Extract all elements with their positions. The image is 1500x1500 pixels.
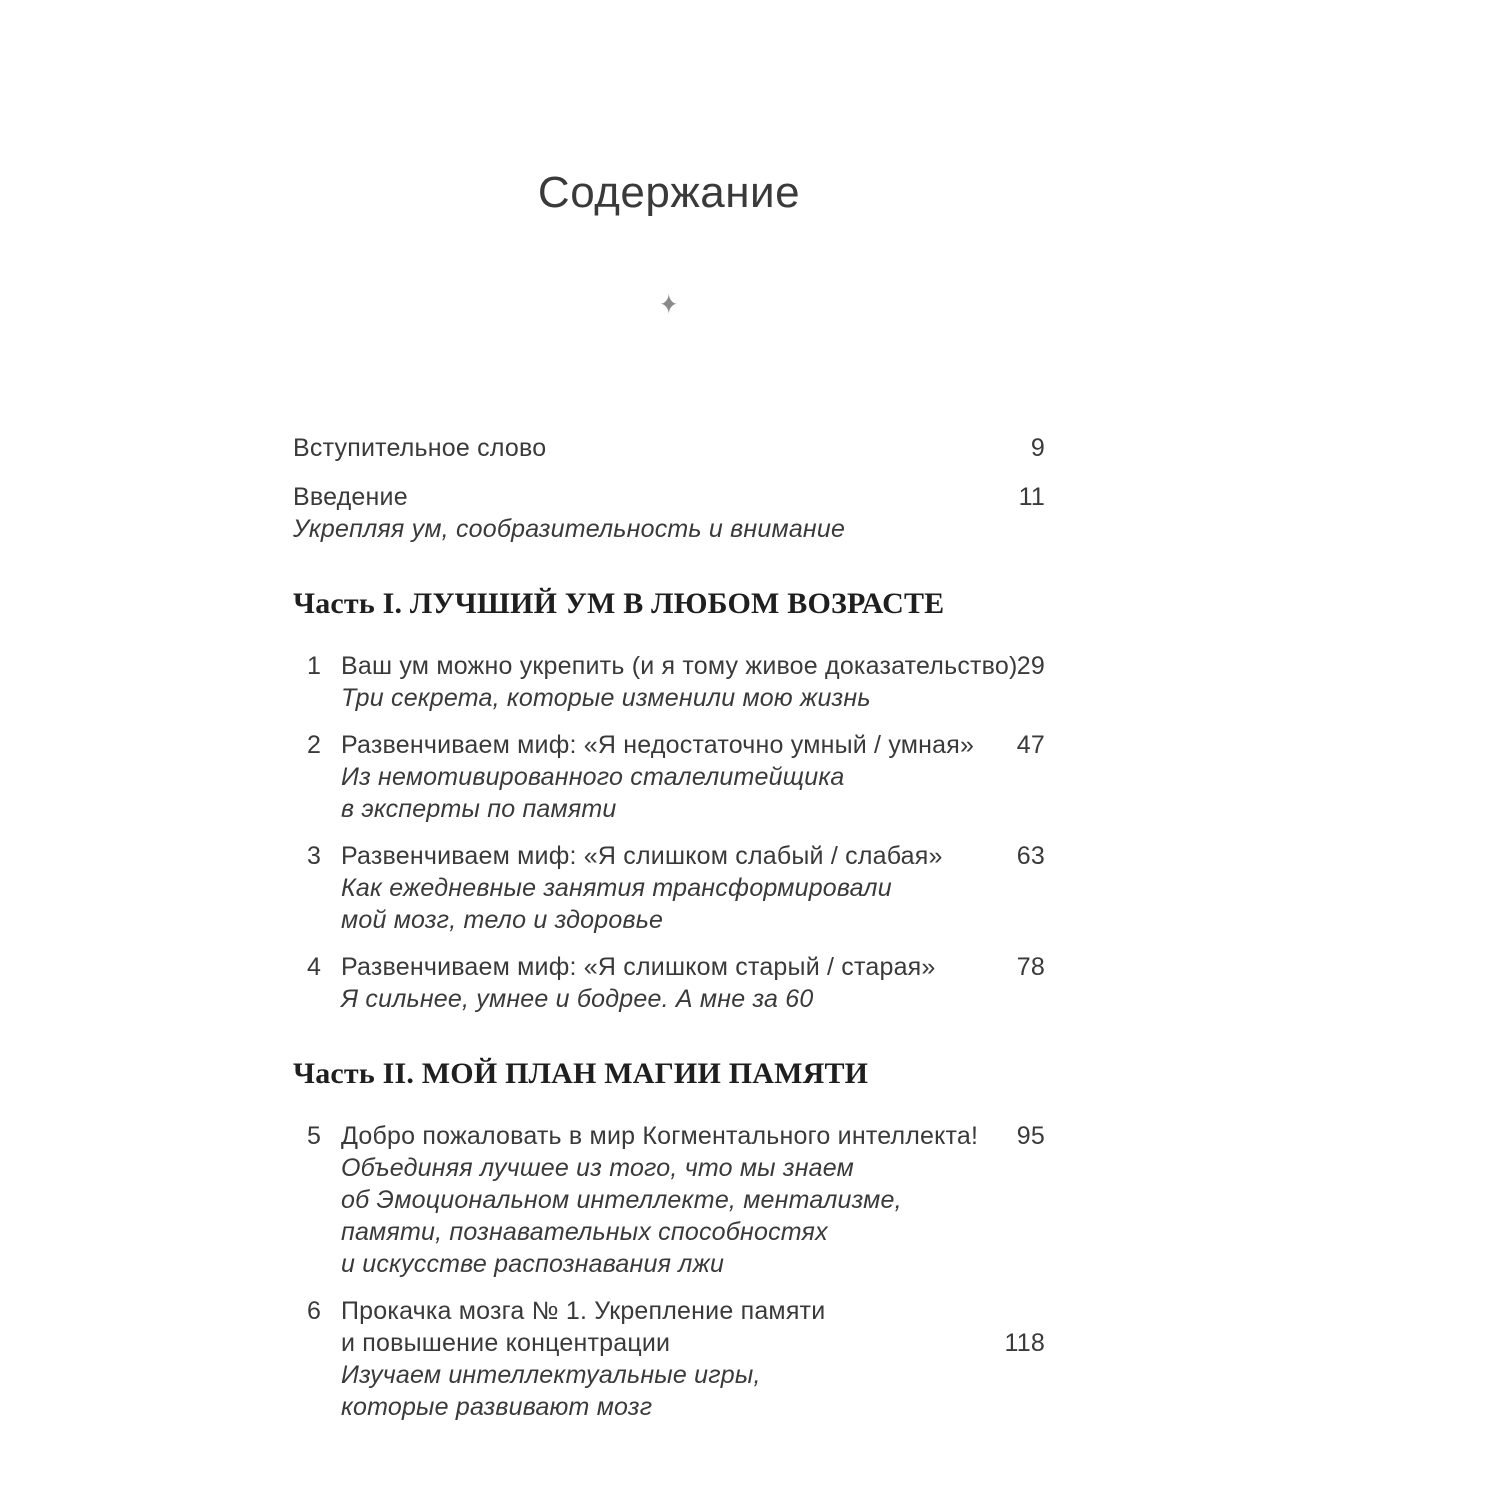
part-heading: Часть I. ЛУЧШИЙ УМ В ЛЮБОМ ВОЗРАСТЕ <box>293 587 945 620</box>
toc-entry <box>293 729 1045 825</box>
toc-entry-subtitle: Как ежедневные занятия трансформировали <box>341 874 892 902</box>
table-of-contents <box>293 432 1045 1423</box>
toc-page-number: 95 <box>1016 1122 1045 1150</box>
toc-entry-line <box>293 432 1045 464</box>
toc-entry-subtitle: Я сильнее, умнее и бодрее. А мне за 60 <box>341 985 814 1013</box>
toc-entry-subtitle: которые развивают мозг <box>341 1393 653 1421</box>
toc-entry <box>293 1295 1045 1423</box>
toc-entry-title: Развенчиваем миф: «Я слишком старый / старая» <box>341 953 936 981</box>
toc-page-number: 11 <box>1018 483 1045 511</box>
toc-entry-subtitle: Из немотивированного сталелитейщика <box>341 763 845 791</box>
toc-entry-number: 1 <box>307 652 322 680</box>
toc-entry-line <box>293 481 1045 513</box>
toc-entry-number: 6 <box>307 1297 322 1325</box>
page-title: Содержание <box>537 168 801 217</box>
toc-entry-subtitle: Объединяя лучшее из того, что мы знаем <box>341 1154 854 1182</box>
toc-entry-title: Прокачка мозга № 1. Укрепление памяти <box>341 1297 826 1325</box>
toc-entry-line <box>341 1327 1045 1359</box>
toc-entry-number: 4 <box>307 953 322 981</box>
toc-entry-subtitle: Укрепляя ум, сообразительность и внимание <box>293 515 846 543</box>
toc-entry-label: Введение <box>293 483 408 511</box>
toc-entry <box>293 650 1045 714</box>
ornament-row <box>293 290 1045 320</box>
toc-entry <box>293 951 1045 1015</box>
toc-entry-line <box>341 951 1045 983</box>
toc-page-number: 118 <box>1004 1329 1045 1357</box>
toc-page <box>293 0 1045 1423</box>
toc-entry-title: и повышение концентрации <box>341 1329 671 1357</box>
toc-page-number: 63 <box>1016 842 1045 870</box>
toc-entry-line <box>341 650 1045 682</box>
toc-entry-subtitle: Три секрета, которые изменили мою жизнь <box>341 684 871 712</box>
toc-entry-title: Развенчиваем миф: «Я слишком слабый / слабая» <box>341 842 943 870</box>
toc-page-number: 47 <box>1016 731 1045 759</box>
toc-entry-title: Ваш ум можно укрепить (и я тому живое доказательство) <box>341 652 1018 680</box>
toc-entry-number: 3 <box>307 842 322 870</box>
toc-entry-subtitle: мой мозг, тело и здоровье <box>341 906 664 934</box>
toc-page-number: 9 <box>1030 434 1045 462</box>
toc-entry-line <box>341 729 1045 761</box>
toc-entry-subtitle: в эксперты по памяти <box>341 795 617 823</box>
toc-front-item <box>293 432 1045 464</box>
toc-entry-subtitle: и искусстве распознавания лжи <box>341 1250 725 1278</box>
toc-page-number: 29 <box>1016 652 1045 680</box>
toc-entry-line <box>341 1295 1045 1327</box>
toc-page-number: 78 <box>1016 953 1045 981</box>
toc-entry-subtitle: памяти, познавательных способностях <box>341 1218 828 1246</box>
toc-entry-subtitle: об Эмоциональном интеллекте, ментализме, <box>341 1186 902 1214</box>
toc-entry-number: 5 <box>307 1122 322 1150</box>
toc-entry-title: Развенчиваем миф: «Я недостаточно умный / умная» <box>341 731 975 759</box>
part-heading: Часть II. МОЙ ПЛАН МАГИИ ПАМЯТИ <box>293 1057 869 1090</box>
toc-entry <box>293 1120 1045 1280</box>
toc-entry-label: Вступительное слово <box>293 434 547 462</box>
toc-entry <box>293 840 1045 936</box>
toc-entry-number: 2 <box>307 731 322 759</box>
toc-front-item <box>293 481 1045 545</box>
toc-entry-line <box>341 840 1045 872</box>
four-pointed-star-icon: ✦ <box>659 288 679 321</box>
toc-entry-title: Добро пожаловать в мир Когментального интеллекта! <box>341 1122 979 1150</box>
toc-entry-subtitle: Изучаем интеллектуальные игры, <box>341 1361 761 1389</box>
toc-entry-line <box>341 1120 1045 1152</box>
